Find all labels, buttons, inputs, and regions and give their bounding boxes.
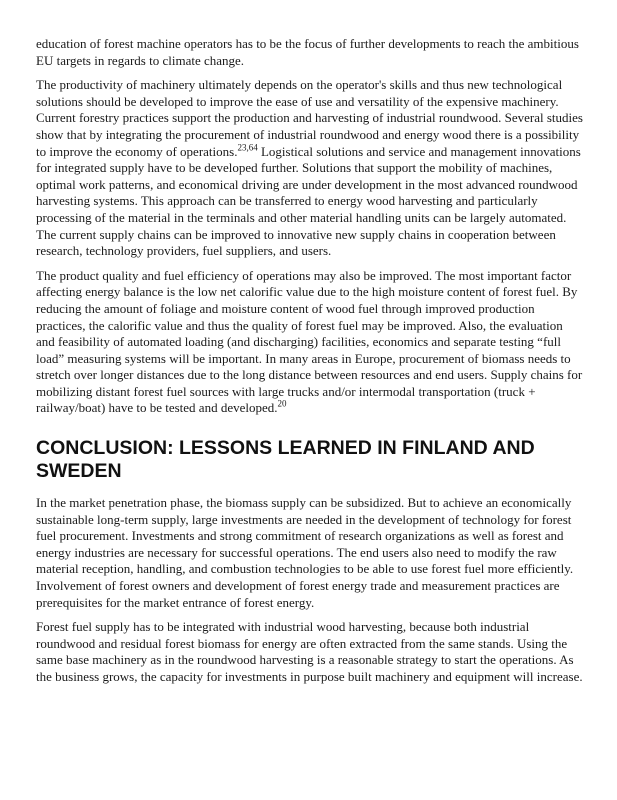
paragraph-text: The productivity of machinery ultimately depends on the operator's skills and thus new technological solutions should be developed to improve the ease of use and versatility of the expensive machinery. Current forestry practices support the production and harvesting of industrial roundwood. Several studies show that by integrating the procurement of industrial roundwood and energy wood there is a possibility to improve the economy of operations.	[36, 77, 583, 159]
document-page	[36, 36, 583, 694]
paragraph-text: In the market penetration phase, the biomass supply can be subsidized. But to achieve an economically sustainable long-term supply, large investments are needed in the development of technology for forest fuel procurement. Investments and strong commitment of research organizations as well as forest and energy industries are necessary for successful operations. The end users also need to modify the raw material reception, handling, and combustion technologies to be able to use forest fuel more efficiently. Involvement of forest owners and development of forest energy trade and measurement practices are prerequisites for the market entrance of forest energy.	[36, 495, 574, 610]
citation-superscript: 23,64	[237, 142, 258, 153]
paragraph-integrated-harvesting	[36, 619, 583, 685]
paragraph-operator-education	[36, 36, 583, 69]
citation-superscript: 20	[277, 399, 287, 410]
paragraph-market-penetration	[36, 495, 583, 611]
paragraph-product-quality	[36, 268, 583, 417]
paragraph-text: The product quality and fuel efficiency of operations may also be improved. The most important factor affecting energy balance is the low net calorific value due to the high moisture content of forest fuel. By reducing the amount of foliage and moisture content of wood fuel through improved production practices, the calorific value and thus the quality of forest fuel may be improved. Also, the evaluation and feasibility of automated loading (and discharging) facilities, economics and separate testing “full load” measuring systems will be important. In many areas in Europe, procurement of biomass needs to stretch over longer distances due to the long distance between resources and end users. Supply chains for mobilizing distant forest fuel sources with large trucks and/or intermodal transportation (truck + railway/boat) have to be tested and developed.	[36, 267, 583, 416]
paragraph-text: education of forest machine operators has to be the focus of further developments to reach the ambitious EU targets in regards to climate change.	[36, 36, 579, 68]
section-heading: CONCLUSION: LESSONS LEARNED IN FINLAND AND SWEDEN	[36, 437, 535, 483]
paragraph-text: Forest fuel supply has to be integrated with industrial wood harvesting, because both industrial roundwood and residual forest biomass for energy are often extracted from the same stands. Using the same base machinery as in the roundwood harvesting is a reasonable strategy to start the operations. As the business grows, the capacity for investments in purpose built machinery and equipment will increase.	[36, 619, 583, 684]
paragraph-machinery-productivity	[36, 77, 583, 260]
paragraph-text-continued: Logistical solutions and service and management innovations for integrated supply have to be developed further. Solutions that support the mobility of machines, optimal work patterns, and economical driving are under development in the most advanced roundwood harvesting systems. This approach can be transferred to energy wood harvesting and particularly processing of the material in the terminals and other material handling units can be largely automated. The current supply chains can be improved to innovative new supply chains in cooperation between research, technology providers, fuel suppliers, and users.	[36, 143, 581, 259]
